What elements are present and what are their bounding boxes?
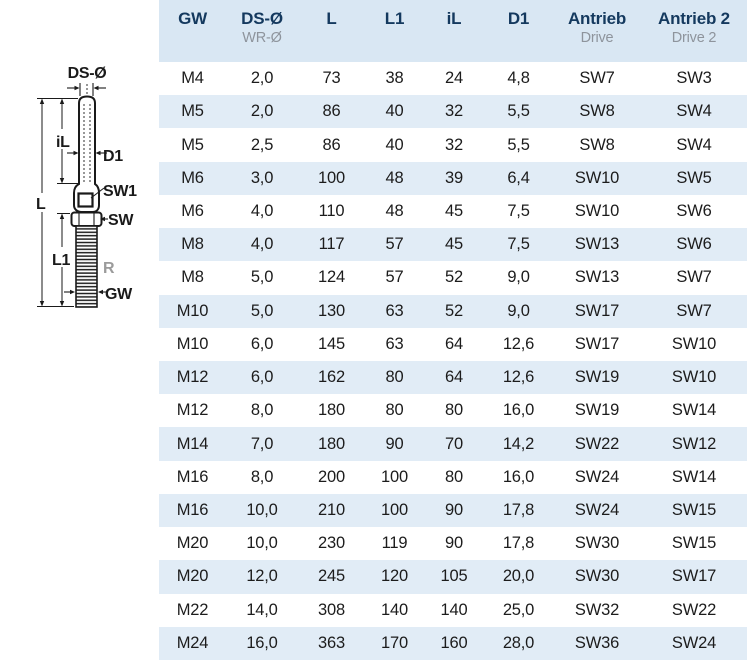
table-cell: 2,0	[226, 62, 298, 95]
table-cell: 57	[365, 228, 424, 261]
table-cell: 308	[298, 594, 365, 627]
column-header-label: GW	[178, 9, 207, 28]
column-header-label: L1	[384, 9, 405, 28]
threaded-rod	[76, 226, 97, 307]
table-cell: 48	[365, 162, 424, 195]
table-cell: SW14	[641, 394, 747, 427]
table-cell: 86	[298, 95, 365, 128]
table-cell: M16	[159, 461, 226, 494]
table-cell: 16,0	[484, 394, 553, 427]
arrowhead	[60, 214, 64, 220]
table-cell: M16	[159, 494, 226, 527]
dim-label-d1: D1	[103, 148, 123, 165]
table-row	[159, 494, 747, 527]
dim-label-l1: L1	[52, 252, 71, 269]
table-cell: 210	[298, 494, 365, 527]
table-cell: 10,0	[226, 527, 298, 560]
table-row	[159, 394, 747, 427]
table-cell: 363	[298, 627, 365, 660]
table-cell: 140	[424, 594, 484, 627]
table-cell: 5,0	[226, 261, 298, 294]
table-cell: SW12	[641, 427, 747, 460]
table-cell: SW4	[641, 128, 747, 161]
table-cell: 105	[424, 560, 484, 593]
dim-label-il: iL	[56, 134, 70, 151]
table-cell: M5	[159, 95, 226, 128]
table-cell: 100	[365, 494, 424, 527]
table-cell: SW15	[641, 494, 747, 527]
table-cell: 2,5	[226, 128, 298, 161]
table-cell: M20	[159, 560, 226, 593]
table-cell: M6	[159, 162, 226, 195]
dim-label-l: L	[36, 196, 46, 213]
table-cell: M10	[159, 295, 226, 328]
dim-label-sw: SW	[108, 212, 134, 229]
table-cell: 14,2	[484, 427, 553, 460]
column-header	[641, 0, 747, 62]
table-cell: SW8	[553, 128, 641, 161]
table-cell: 2,0	[226, 95, 298, 128]
table-cell: 100	[365, 461, 424, 494]
table-cell: M10	[159, 328, 226, 361]
column-header-sublabel: WR-Ø	[242, 30, 282, 46]
column-header-sublabel: Drive	[580, 30, 614, 46]
table-cell: 52	[424, 295, 484, 328]
table-row	[159, 328, 747, 361]
table-cell: 230	[298, 527, 365, 560]
table-cell: 86	[298, 128, 365, 161]
arrowhead	[40, 99, 44, 105]
table-row	[159, 228, 747, 261]
table-cell: 39	[424, 162, 484, 195]
spec-table	[159, 0, 747, 660]
table-cell: 80	[365, 361, 424, 394]
table-row	[159, 594, 747, 627]
table-cell: 57	[365, 261, 424, 294]
table-cell: 4,8	[484, 62, 553, 95]
table-cell: 40	[365, 95, 424, 128]
table-cell: SW7	[641, 261, 747, 294]
dim-label-r: R	[103, 260, 115, 277]
table-cell: SW19	[553, 361, 641, 394]
table-cell: 110	[298, 195, 365, 228]
table-cell: 17,8	[484, 494, 553, 527]
column-header-sublabel	[365, 29, 424, 48]
table-cell: SW7	[553, 62, 641, 95]
column-header	[159, 0, 226, 62]
table-cell: 4,0	[226, 195, 298, 228]
table-cell: 180	[298, 394, 365, 427]
table-cell: 180	[298, 427, 365, 460]
column-header-label: D1	[507, 9, 530, 28]
table-cell: SW17	[553, 328, 641, 361]
table-row	[159, 95, 747, 128]
table-cell: 52	[424, 261, 484, 294]
table-cell: M5	[159, 128, 226, 161]
arrowhead	[94, 86, 99, 90]
table-cell: 117	[298, 228, 365, 261]
arrowhead	[60, 99, 64, 105]
table-cell: 32	[424, 128, 484, 161]
table-cell: SW3	[641, 62, 747, 95]
table-cell: 16,0	[484, 461, 553, 494]
table-cell: 32	[424, 95, 484, 128]
table-cell: M24	[159, 627, 226, 660]
column-header-label: iL	[446, 9, 462, 28]
table-cell: 12,0	[226, 560, 298, 593]
column-header-sublabel	[298, 29, 365, 48]
column-header-sublabel	[159, 29, 226, 48]
table-cell: SW24	[641, 627, 747, 660]
table-row	[159, 427, 747, 460]
table-cell: 73	[298, 62, 365, 95]
table-cell: 20,0	[484, 560, 553, 593]
table-cell: SW24	[553, 461, 641, 494]
column-header-label: DS-Ø	[241, 9, 283, 28]
column-header	[484, 0, 553, 62]
table-cell: 8,0	[226, 394, 298, 427]
table-cell: 10,0	[226, 494, 298, 527]
table-row	[159, 128, 747, 161]
arrowhead	[96, 151, 101, 155]
table-cell: SW6	[641, 195, 747, 228]
column-header-sublabel	[484, 29, 553, 48]
column-header-label: Antrieb 2	[658, 9, 730, 28]
table-cell: M12	[159, 361, 226, 394]
table-cell: SW10	[553, 162, 641, 195]
table-cell: SW15	[641, 527, 747, 560]
table-row	[159, 195, 747, 228]
table-row	[159, 162, 747, 195]
table-cell: SW19	[553, 394, 641, 427]
arrowhead	[75, 86, 80, 90]
table-row	[159, 560, 747, 593]
table-cell: M14	[159, 427, 226, 460]
stud-terminal-diagram	[0, 0, 158, 330]
table-cell: SW13	[553, 228, 641, 261]
table-cell: M8	[159, 261, 226, 294]
table-cell: 90	[424, 494, 484, 527]
table-cell: SW7	[641, 295, 747, 328]
table-cell: SW22	[641, 594, 747, 627]
table-cell: 124	[298, 261, 365, 294]
table-row	[159, 527, 747, 560]
table-cell: 63	[365, 295, 424, 328]
table-row	[159, 62, 747, 95]
table-cell: 145	[298, 328, 365, 361]
table-cell: 9,0	[484, 261, 553, 294]
table-cell: 9,0	[484, 295, 553, 328]
table-cell: 6,4	[484, 162, 553, 195]
table-cell: 70	[424, 427, 484, 460]
arrowhead	[70, 290, 75, 294]
table-cell: 7,5	[484, 195, 553, 228]
dim-label-ds: DS-Ø	[67, 65, 107, 82]
column-header-label: Antrieb	[567, 9, 627, 28]
table-cell: 5,0	[226, 295, 298, 328]
table-cell: SW5	[641, 162, 747, 195]
table-cell: 5,5	[484, 128, 553, 161]
hex-nut	[72, 213, 102, 227]
table-cell: SW10	[553, 195, 641, 228]
table-cell: 4,0	[226, 228, 298, 261]
table-cell: 119	[365, 527, 424, 560]
table-cell: SW22	[553, 427, 641, 460]
table-cell: SW13	[553, 261, 641, 294]
table-cell: 63	[365, 328, 424, 361]
column-header-sublabel: Drive 2	[671, 30, 717, 46]
column-header-label: L	[326, 9, 337, 28]
arrowhead	[60, 301, 64, 307]
table-row	[159, 461, 747, 494]
column-header	[424, 0, 484, 62]
table-cell: 80	[365, 394, 424, 427]
table-cell: SW17	[553, 295, 641, 328]
ds-diameter-arrows	[67, 83, 106, 96]
table-cell: 7,5	[484, 228, 553, 261]
table-cell: 16,0	[226, 627, 298, 660]
table-cell: SW14	[641, 461, 747, 494]
arrowhead	[98, 290, 103, 294]
column-header	[226, 0, 298, 62]
table-cell: 245	[298, 560, 365, 593]
dim-label-sw1: SW1	[103, 183, 137, 200]
arrowhead	[74, 151, 79, 155]
table-cell: SW24	[553, 494, 641, 527]
table-cell: M12	[159, 394, 226, 427]
table-cell: 40	[365, 128, 424, 161]
table-cell: 130	[298, 295, 365, 328]
table-cell: SW10	[641, 328, 747, 361]
column-header	[553, 0, 641, 62]
arrowhead	[60, 178, 64, 184]
table-cell: 3,0	[226, 162, 298, 195]
table-cell: 45	[424, 228, 484, 261]
table-cell: 25,0	[484, 594, 553, 627]
table-cell: 80	[424, 461, 484, 494]
table-cell: SW17	[641, 560, 747, 593]
table-cell: M4	[159, 62, 226, 95]
table-cell: 90	[365, 427, 424, 460]
table-cell: 200	[298, 461, 365, 494]
arrowhead	[40, 301, 44, 307]
table-row	[159, 261, 747, 294]
table-cell: M6	[159, 195, 226, 228]
table-cell: 170	[365, 627, 424, 660]
table-cell: 38	[365, 62, 424, 95]
column-header	[365, 0, 424, 62]
table-cell: SW8	[553, 95, 641, 128]
table-cell: 12,6	[484, 328, 553, 361]
table-cell: SW10	[641, 361, 747, 394]
table-cell: 120	[365, 560, 424, 593]
table-cell: M22	[159, 594, 226, 627]
table-cell: 80	[424, 394, 484, 427]
table-cell: SW32	[553, 594, 641, 627]
table-cell: 5,5	[484, 95, 553, 128]
table-row	[159, 295, 747, 328]
table-cell: SW6	[641, 228, 747, 261]
table-cell: 64	[424, 328, 484, 361]
table-cell: 24	[424, 62, 484, 95]
column-header	[298, 0, 365, 62]
table-cell: 28,0	[484, 627, 553, 660]
table-cell: 17,8	[484, 527, 553, 560]
table-row	[159, 361, 747, 394]
table-row	[159, 627, 747, 660]
table-cell: 48	[365, 195, 424, 228]
table-cell: 6,0	[226, 328, 298, 361]
table-cell: SW30	[553, 560, 641, 593]
table-cell: 8,0	[226, 461, 298, 494]
table-cell: M8	[159, 228, 226, 261]
table-cell: M20	[159, 527, 226, 560]
table-cell: 90	[424, 527, 484, 560]
table-cell: 140	[365, 594, 424, 627]
table-cell: 12,6	[484, 361, 553, 394]
header-row	[159, 0, 747, 62]
column-header-sublabel	[424, 29, 484, 48]
dim-label-gw: GW	[105, 286, 132, 303]
sw1-flat	[79, 194, 93, 207]
table-cell: 14,0	[226, 594, 298, 627]
table-cell: SW36	[553, 627, 641, 660]
table-body	[159, 62, 747, 660]
table-cell: SW4	[641, 95, 747, 128]
table-cell: 100	[298, 162, 365, 195]
table-cell: 160	[424, 627, 484, 660]
table-cell: 7,0	[226, 427, 298, 460]
table-cell: 6,0	[226, 361, 298, 394]
table-cell: 45	[424, 195, 484, 228]
table-cell: 162	[298, 361, 365, 394]
table-cell: SW30	[553, 527, 641, 560]
table-cell: 64	[424, 361, 484, 394]
